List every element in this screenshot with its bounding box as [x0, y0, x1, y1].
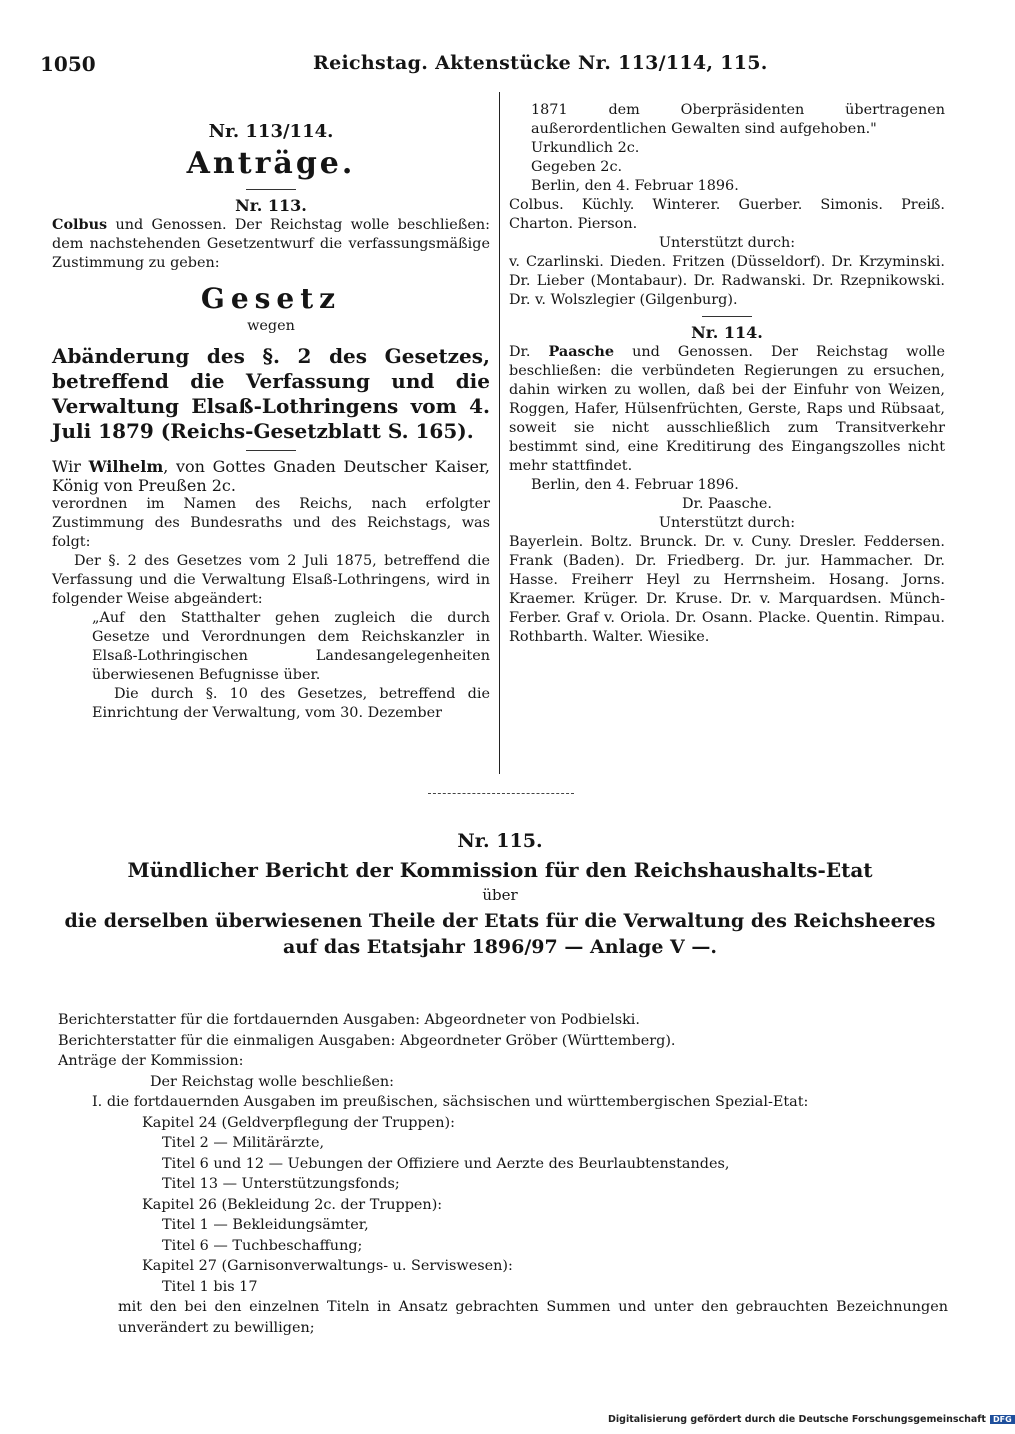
report-line: Kapitel 24 (Geldverpflegung der Truppen):: [142, 1114, 455, 1131]
gegeben-line: Gegeben 2c.: [531, 159, 623, 175]
nr-113-heading: Nr. 113.: [235, 196, 307, 215]
dfg-logo: DFG: [990, 1415, 1015, 1424]
urkundlich-line: Urkundlich 2c.: [531, 140, 640, 156]
continued-quote: 1871 dem Oberpräsidenten übertragenen außerordentlichen Gewalten sind aufgehoben.": [531, 102, 945, 137]
report-line: mit den bei den einzelnen Titeln in Ansatz gebrachten Summen und unter den gebrauchten Bezeichnungen unverändert zu bewilligen;: [118, 1299, 948, 1336]
report-line: Titel 13 — Unterstützungsfonds;: [162, 1176, 400, 1192]
motion-113-name: Colbus: [52, 216, 108, 233]
supporters-114: Bayerlein. Boltz. Brunck. Dr. v. Cuny. Dresler. Feddersen. Frank (Baden). Dr. Friedberg. Dr. jur. Hammacher. Dr. Hasse. Freiherr Heyl zu Herrnsheim. Hosang. Jorns. Kraemer. Krüger. Dr. Kruse. Dr. v. Marquardsen. Münch-Ferber. Graf v. Oriola. Dr. Osann. Placke. Quentin. Rimpau. Rothbarth. Walter. Wiesike.: [509, 534, 945, 645]
short-rule: [246, 450, 296, 451]
wegen-label: wegen: [247, 318, 295, 334]
page-number: 1050: [40, 52, 96, 76]
right-column: [509, 101, 945, 647]
ueber-label: über: [482, 886, 518, 904]
enactment-formula: [52, 457, 490, 495]
quote-paragraph-2: Die durch §. 10 des Gesetzes, betreffend die Einrichtung der Verwaltung, vom 30. Dezember: [92, 686, 490, 721]
section-115: [58, 830, 942, 960]
report-line: Titel 1 bis 17: [162, 1278, 258, 1295]
page-header: [40, 52, 768, 82]
report-line: Anträge der Kommission:: [58, 1053, 244, 1069]
motion-114-prefix: Dr.: [509, 344, 549, 360]
digitization-footer: [608, 1414, 1015, 1425]
signer-114: Dr. Paasche.: [682, 496, 772, 512]
report-line: I. die fortdauernden Ausgaben im preußischen, sächsischen und württembergischen Spezial-Etat:: [92, 1094, 809, 1110]
unterstuetzt-label-2: Unterstützt durch:: [658, 515, 796, 531]
section-115-heading: Mündlicher Bericht der Kommission für den Reichshaushalts-Etat: [127, 858, 873, 882]
column-divider: [499, 92, 500, 774]
motion-113-text: [52, 215, 490, 273]
motion-114-body: und Genossen. Der Reichstag wolle beschließen: die verbündeten Regierungen zu ersuchen, dahin wirken zu wollen, daß bei der Einfuhr von Weizen, Roggen, Hafer, Hülsenfrüchten, Gerste, Raps und Rübsaat, soweit sie nicht ausschließlich zum Transitverkehr bestimmt sind, eine Kreditirung des Eingangszolles nicht mehr stattfindet.: [509, 344, 946, 474]
gesetz-heading: Gesetz: [200, 282, 342, 315]
running-head: Reichstag. Aktenstücke Nr. 113/114, 115.: [313, 52, 768, 74]
berlin-date-1: Berlin, den 4. Februar 1896.: [531, 178, 739, 194]
nr-115-heading: Nr. 115.: [457, 830, 543, 852]
report-line: Kapitel 27 (Garnisonverwaltungs- u. Serviswesen):: [142, 1258, 513, 1274]
motion-113-body: und Genossen. Der Reichstag wolle beschließen: dem nachstehenden Gesetzentwurf die verfassungsmäßige Zustimmung zu geben:: [52, 217, 490, 271]
gesetz-title: Abänderung des §. 2 des Gesetzes, betreffend die Verfassung und die Verwaltung Elsaß-Lothringens vom 4. Juli 1879 (Reichs-Gesetzblatt S. 165).: [52, 344, 490, 443]
report-line: Titel 1 — Bekleidungsämter,: [162, 1217, 369, 1233]
nr-114-heading: Nr. 114.: [691, 323, 763, 342]
report-line: Berichterstatter für die fortdauernden Ausgaben: Abgeordneter von Podbielski.: [58, 1012, 640, 1028]
report-line: Berichterstatter für die einmaligen Ausgaben: Abgeordneter Gröber (Württemberg).: [58, 1032, 676, 1049]
paragraph-1: Der §. 2 des Gesetzes vom 2 Juli 1875, betreffend die Verfassung und die Verwaltung Elsaß-Lothringens, wird in folgender Weise abgeändert:: [52, 553, 490, 607]
supporters-113: v. Czarlinski. Dieden. Fritzen (Düsseldorf). Dr. Krzyminski. Dr. Lieber (Montabaur). Dr. Radwanski. Dr. Rzepnikowski. Dr. v. Wolszlegier (Gilgenburg).: [509, 254, 945, 308]
verordnen-paragraph: verordnen im Namen des Reichs, nach erfolgter Zustimmung des Bundesraths und des Reichstags, was folgt:: [52, 496, 490, 550]
commission-report-body: [58, 1010, 948, 1338]
unterstuetzt-label-1: Unterstützt durch:: [658, 235, 796, 251]
report-line: Titel 2 — Militärärzte,: [162, 1135, 325, 1151]
motion-114-text: [509, 342, 945, 476]
wir-suffix: , von Gottes Gnaden Deutscher Kaiser, König von Preußen 2c.: [52, 457, 490, 495]
left-column: [52, 122, 490, 723]
report-line: Der Reichstag wolle beschließen:: [150, 1073, 395, 1090]
antraege-heading: Anträge.: [186, 146, 356, 181]
report-line: Kapitel 26 (Bekleidung 2c. der Truppen):: [142, 1196, 443, 1213]
short-rule: [246, 189, 296, 190]
report-line: Titel 6 — Tuchbeschaffung;: [162, 1237, 363, 1254]
quote-paragraph-1: „Auf den Statthalter gehen zugleich die durch Gesetze und Verordnungen dem Reichskanzler in Elsaß-Lothringischen Landesangelegenheiten überwiesenen Befugnisse über.: [92, 610, 490, 683]
signers-113: Colbus. Küchly. Winterer. Guerber. Simonis. Preiß. Charton. Pierson.: [509, 197, 945, 232]
nr-113-114-heading: Nr. 113/114.: [208, 121, 334, 142]
berlin-date-2: Berlin, den 4. Februar 1896.: [531, 477, 739, 493]
wir-prefix: Wir: [52, 457, 89, 476]
motion-114-name: Paasche: [548, 343, 615, 360]
section-115-subheading: die derselben überwiesenen Theile der Etats für die Verwaltung des Reichsheeres auf das Etatsjahr 1896/97 — Anlage V —.: [64, 910, 936, 958]
section-separator: [428, 793, 574, 794]
wilhelm-name: Wilhelm: [88, 457, 164, 476]
footer-text: Digitalisierung gefördert durch die Deutsche Forschungsgemeinschaft: [608, 1414, 986, 1425]
short-rule: [702, 316, 752, 317]
report-line: Titel 6 und 12 — Uebungen der Offiziere und Aerzte des Beurlaubtenstandes,: [162, 1155, 730, 1172]
